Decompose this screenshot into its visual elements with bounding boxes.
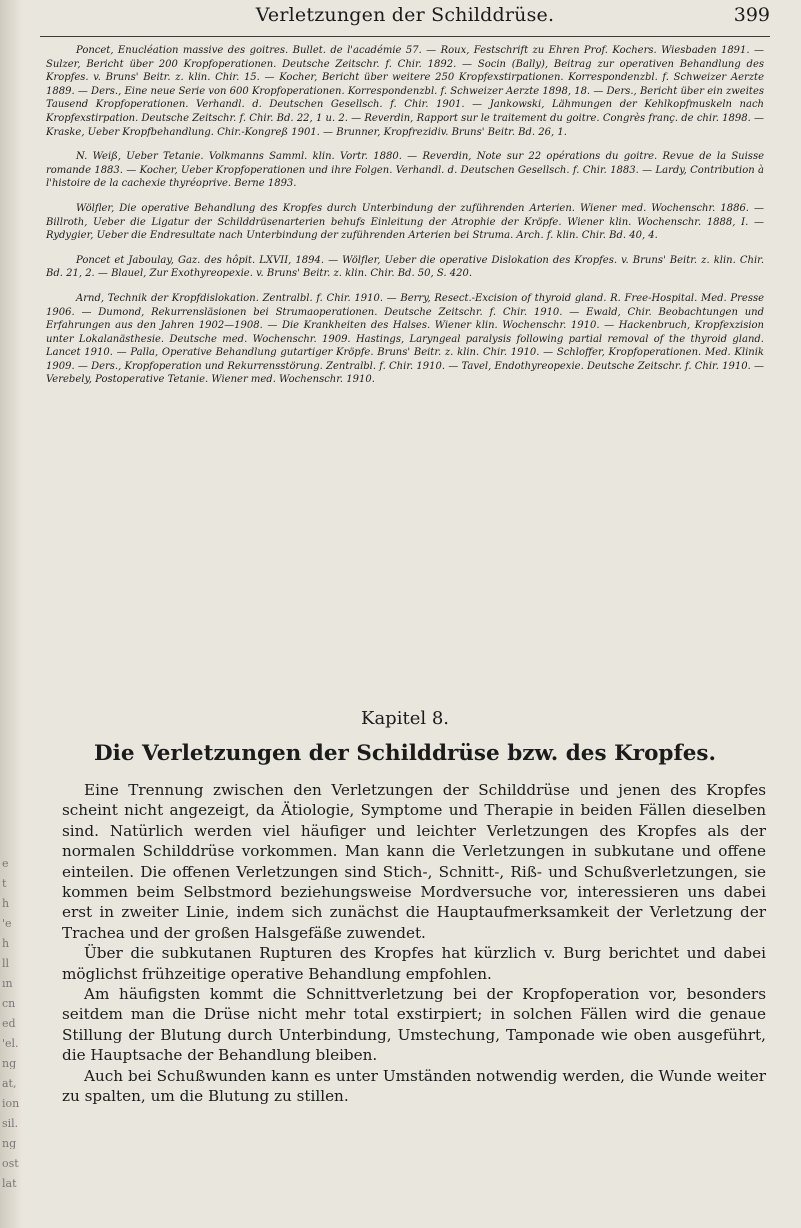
bleed-fragment: ın — [2, 978, 13, 989]
reference-paragraph: Poncet et Jaboulay, Gaz. des hôpit. LXVII, 1894. — Wölfler, Ueber die operative Dislokation des Kropfes. v. Bruns' Beitr. z. klin. Chir. Bd. 21, 2. — Blauel, Zur Exothyreopexie. v. Bruns' Beitr. z. klin. Chir. Bd. 50, S. 420. — [46, 254, 764, 280]
bleed-fragment: ng — [2, 1058, 17, 1069]
body-paragraph: Am häufigsten kommt die Schnittverletzung bei der Kropfoperation vor, besonders seitdem man die Drüse nicht mehr total exstirpiert; in solchen Fällen wird die genaue Stillung der Blutung durch Unterbindung, Umstechung, Tamponade wie oben ausgeführt, die Hauptsache der Behandlung bleiben. — [62, 985, 766, 1065]
bleed-fragment: t — [2, 878, 7, 889]
bleed-fragment: h — [2, 898, 10, 909]
bleed-fragment: 'e — [2, 918, 12, 929]
reference-paragraph: Poncet, Enucléation massive des goitres. Bullet. de l'académie 57. — Roux, Festschrift zu Ehren Prof. Kochers. Wiesbaden 1891. — Sulzer, Bericht über 200 Kropfoperationen. Deutsche Zeitschr. f. Chir. 1892. — Socin (Bally), Beitrag zur operativen Behandlung des Kropfes. v. Bruns' Beitr. z. klin. Chir. 15. — Kocher, Bericht über weitere 250 Kropfexstirpationen. Korrespondenzbl. f. Schweizer Aerzte 1889. — Ders., Eine neue Serie von 600 Kropfoperationen. Korrespondenzbl. f. Schweizer Aerzte 1898, 18. — Ders., Bericht über ein zweites Tausend Kropfoperationen. Verhandl. d. Deutschen Gesellsch. f. Chir. 1901. — Jankowski, Lähmungen der Kehlkopfmuskeln nach Kropfexstirpation. Deutsche Zeitschr. f. Chir. Bd. 22, 1 u. 2. — Reverdin, Rapport sur le traitement du goitre. Congrès franç. de chir. 1898. — Kraske, Ueber Kropfbehandlung. Chir.-Kongreß 1901. — Brunner, Kropfrezidiv. Bruns' Beitr. Bd. 26, 1. — [46, 45, 764, 138]
page-header — [40, 0, 770, 37]
bleed-fragment: 'el. — [2, 1038, 19, 1049]
bleed-fragment: cn — [2, 998, 16, 1009]
bleed-fragment: e — [2, 858, 9, 869]
running-title: Verletzungen der Schilddrüse. — [255, 4, 555, 26]
reference-paragraph: Arnd, Technik der Kropfdislokation. Zentralbl. f. Chir. 1910. — Berry, Resect.-Excision of thyroid gland. R. Free-Hospital. Med. Presse 1906. — Dumond, Rekurrensläsionen bei Strumaoperationen. Deutsche Zeitschr. f. Chir. 1910. — Ewald, Chir. Beobachtungen und Erfahrungen aus den Jahren 1902—1908. — Die Krankheiten des Halses. Wiener klin. Wochenschr. 1910. — Hackenbruch, Kropfexzision unter Lokalanästhesie. Deutsche med. Wochenschr. 1909. Hastings, Laryngeal paralysis following partial removal of the thyroid gland. Lancet 1910. — Palla, Operative Behandlung gutartiger Kröpfe. Bruns' Beitr. z. klin. Chir. 1910. — Schloffer, Kropfoperationen. Med. Klinik 1909. — Ders., Kropfoperation und Rekurrensstörung. Zentralbl. f. Chir. 1910. — Tavel, Endothyreopexie. Deutsche Zeitschr. f. Chir. 1910. — Verebely, Postoperative Tetanie. Wiener med. Wochenschr. 1910. — [46, 292, 764, 386]
body-paragraph: Eine Trennung zwischen den Verletzungen der Schilddrüse und jenen des Kropfes scheint nicht angezeigt, da Ätiologie, Symptome und Therapie in beiden Fällen dieselben sind. Natürlich werden viel häufiger und leichter Verletzungen des Kropfes als der normalen Schilddrüse vorkommen. Man kann die Verletzungen in subkutane und offene einteilen. Die offenen Verletzungen sind Stich-, Schnitt-, Riß- und Schußverletzungen, sie kommen beim Selbstmord beziehungsweise Mordversuche vor, interessieren uns dabei erst in zweiter Linie, indem sich zunächst die Hauptaufmerksamkeit der Verletzung der Trachea und der großen Halsgefäße zuwendet. — [62, 781, 766, 942]
bleed-fragment: ll — [2, 958, 10, 969]
bleed-fragment: sil. — [2, 1118, 19, 1129]
bleed-fragment: at, — [2, 1078, 17, 1089]
page-number: 399 — [733, 4, 770, 26]
bleed-fragment: ng — [2, 1138, 17, 1149]
chapter-title: Die Verletzungen der Schilddrüse bzw. des Kropfes. — [94, 741, 716, 766]
body-paragraph: Über die subkutanen Rupturen des Kropfes hat kürzlich v. Burg berichtet und dabei möglichst frühzeitige operative Behandlung empfohlen. — [62, 944, 766, 983]
body-paragraph: Auch bei Schußwunden kann es unter Umständen notwendig werden, die Wunde weiter zu spalten, um die Blutung zu stillen. — [62, 1066, 766, 1106]
bleed-fragment: ed — [2, 1018, 16, 1029]
bleed-fragment: ion — [2, 1098, 20, 1109]
chapter-label: Kapitel 8. — [361, 708, 449, 729]
bibliography — [46, 44, 764, 398]
bleed-fragment: lat — [2, 1178, 17, 1189]
bleed-fragment: h — [2, 938, 10, 949]
bleed-fragment: ost — [2, 1158, 19, 1169]
chapter-body — [62, 780, 766, 1107]
reference-paragraph: N. Weiß, Ueber Tetanie. Volkmanns Samml. klin. Vortr. 1880. — Reverdin, Note sur 22 opérations du goitre. Revue de la Suisse romande 1883. — Kocher, Ueber Kropfoperationen und ihre Folgen. Verhandl. d. Deutschen Gesellsch. f. Chir. 1883. — Lardy, Contribution à l'histoire de la cachexie thyréoprive. Berne 1893. — [46, 151, 764, 190]
reference-paragraph: Wölfler, Die operative Behandlung des Kropfes durch Unterbindung der zuführenden Arterien. Wiener med. Wochenschr. 1886. — Billroth, Ueber die Ligatur der Schilddrüsenarterien behufs Einleitung der Atrophie der Kröpfe. Wiener klin. Wochenschr. 1888, I. — Rydygier, Ueber die Endresultate nach Unterbindung der zuführenden Arterien bei Struma. Arch. f. klin. Chir. Bd. 40, 4. — [46, 202, 764, 242]
